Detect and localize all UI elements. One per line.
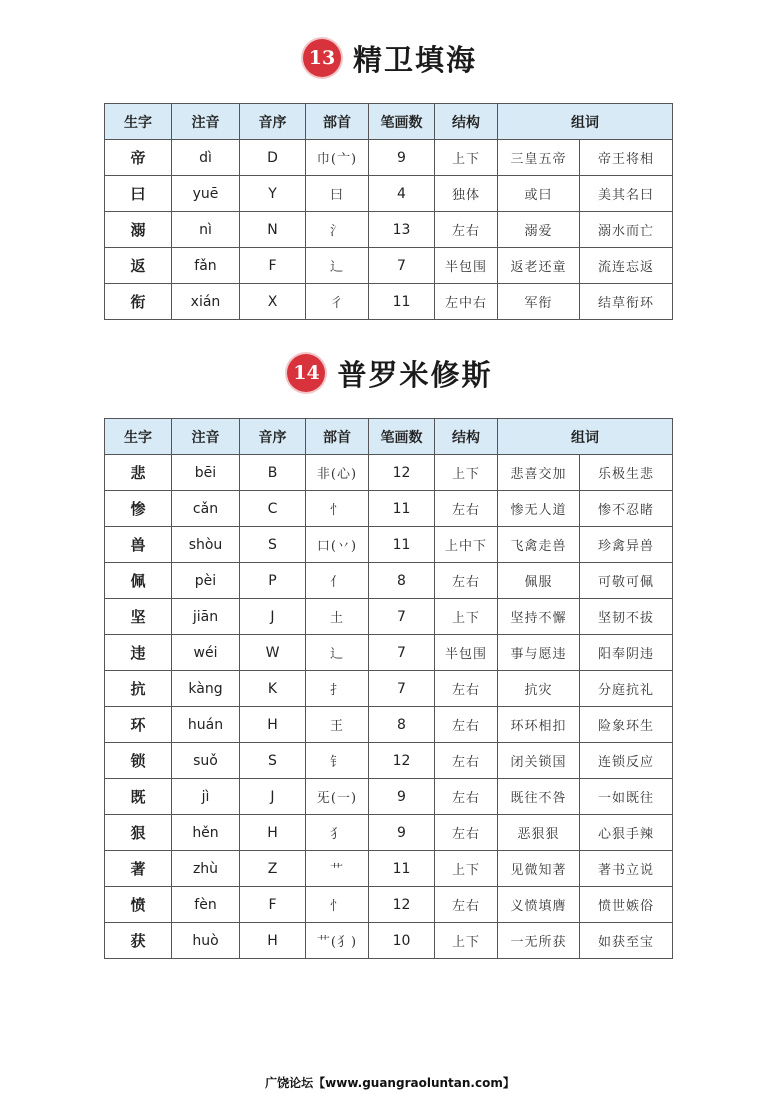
cell-pinyin: dì — [172, 140, 240, 176]
table-row — [105, 851, 673, 887]
cell-structure: 左右 — [435, 779, 498, 815]
cell-radical: 巾(亠) — [306, 140, 369, 176]
header-strokes: 笔画数 — [369, 419, 435, 455]
cell-pinyin: fǎn — [172, 248, 240, 284]
table-header-row — [105, 104, 673, 140]
cell-order: J — [240, 779, 306, 815]
table-row — [105, 212, 673, 248]
cell-order: H — [240, 923, 306, 959]
cell-char: 佩 — [105, 563, 172, 599]
cell-order: S — [240, 743, 306, 779]
cell-structure: 左右 — [435, 212, 498, 248]
table-row — [105, 563, 673, 599]
lesson-13-table — [104, 103, 673, 320]
cell-word-2: 著书立说 — [580, 851, 673, 887]
cell-pinyin: bēi — [172, 455, 240, 491]
cell-word-1: 悲喜交加 — [498, 455, 580, 491]
cell-char: 悲 — [105, 455, 172, 491]
cell-structure: 左右 — [435, 707, 498, 743]
cell-word-2: 坚韧不拔 — [580, 599, 673, 635]
cell-strokes: 9 — [369, 815, 435, 851]
cell-char: 狠 — [105, 815, 172, 851]
cell-word-1: 见微知著 — [498, 851, 580, 887]
cell-word-2: 流连忘返 — [580, 248, 673, 284]
cell-word-1: 抗灾 — [498, 671, 580, 707]
cell-word-2: 乐极生悲 — [580, 455, 673, 491]
table-header-row — [105, 419, 673, 455]
cell-radical: 忄 — [306, 491, 369, 527]
lesson-number-badge: 14 — [287, 354, 325, 392]
cell-strokes: 4 — [369, 176, 435, 212]
cell-radical: 犭 — [306, 815, 369, 851]
cell-pinyin: huò — [172, 923, 240, 959]
table-row — [105, 455, 673, 491]
cell-pinyin: wéi — [172, 635, 240, 671]
cell-word-1: 飞禽走兽 — [498, 527, 580, 563]
cell-char: 返 — [105, 248, 172, 284]
table-row — [105, 491, 673, 527]
cell-pinyin: hěn — [172, 815, 240, 851]
cell-pinyin: nì — [172, 212, 240, 248]
cell-word-1: 三皇五帝 — [498, 140, 580, 176]
cell-radical: 口(丷) — [306, 527, 369, 563]
cell-word-1: 一无所获 — [498, 923, 580, 959]
footer-site: 广饶论坛【www.guangraoluntan.com】 — [265, 1076, 515, 1090]
cell-order: B — [240, 455, 306, 491]
cell-word-1: 佩服 — [498, 563, 580, 599]
cell-order: D — [240, 140, 306, 176]
cell-radical: 彳 — [306, 284, 369, 320]
table-row — [105, 887, 673, 923]
lesson-13-body — [105, 140, 673, 320]
cell-char: 溺 — [105, 212, 172, 248]
cell-order: Y — [240, 176, 306, 212]
cell-pinyin: jì — [172, 779, 240, 815]
cell-word-1: 溺爱 — [498, 212, 580, 248]
cell-word-2: 珍禽异兽 — [580, 527, 673, 563]
cell-strokes: 11 — [369, 491, 435, 527]
table-row — [105, 671, 673, 707]
cell-structure: 左右 — [435, 563, 498, 599]
cell-order: H — [240, 707, 306, 743]
cell-structure: 独体 — [435, 176, 498, 212]
table-row — [105, 599, 673, 635]
cell-strokes: 7 — [369, 635, 435, 671]
cell-strokes: 13 — [369, 212, 435, 248]
cell-pinyin: suǒ — [172, 743, 240, 779]
cell-radical: 曰 — [306, 176, 369, 212]
lesson-14-title — [0, 351, 780, 395]
cell-structure: 上下 — [435, 455, 498, 491]
cell-pinyin: fèn — [172, 887, 240, 923]
cell-strokes: 7 — [369, 599, 435, 635]
cell-char: 违 — [105, 635, 172, 671]
table-row — [105, 707, 673, 743]
cell-word-1: 恶狠狠 — [498, 815, 580, 851]
cell-radical: 王 — [306, 707, 369, 743]
lesson-title-text: 精卫填海 — [352, 42, 477, 77]
cell-structure: 上下 — [435, 599, 498, 635]
cell-strokes: 12 — [369, 887, 435, 923]
cell-pinyin: cǎn — [172, 491, 240, 527]
cell-char: 锁 — [105, 743, 172, 779]
cell-word-2: 美其名曰 — [580, 176, 673, 212]
cell-structure: 上下 — [435, 923, 498, 959]
table-row — [105, 635, 673, 671]
cell-strokes: 12 — [369, 743, 435, 779]
cell-pinyin: xián — [172, 284, 240, 320]
cell-order: X — [240, 284, 306, 320]
cell-char: 既 — [105, 779, 172, 815]
cell-strokes: 10 — [369, 923, 435, 959]
header-strokes: 笔画数 — [369, 104, 435, 140]
cell-char: 获 — [105, 923, 172, 959]
cell-word-1: 或曰 — [498, 176, 580, 212]
cell-structure: 左右 — [435, 491, 498, 527]
header-structure: 结构 — [435, 104, 498, 140]
lesson-number-badge: 13 — [303, 39, 341, 77]
cell-pinyin: shòu — [172, 527, 240, 563]
header-order: 音序 — [240, 104, 306, 140]
lesson-title-text: 普罗米修斯 — [337, 357, 493, 392]
cell-structure: 上下 — [435, 851, 498, 887]
cell-structure: 上中下 — [435, 527, 498, 563]
cell-char: 兽 — [105, 527, 172, 563]
header-char: 生字 — [105, 419, 172, 455]
cell-pinyin: yuē — [172, 176, 240, 212]
cell-structure: 左右 — [435, 815, 498, 851]
cell-order: C — [240, 491, 306, 527]
cell-radical: 辶 — [306, 635, 369, 671]
cell-char: 抗 — [105, 671, 172, 707]
header-order: 音序 — [240, 419, 306, 455]
cell-structure: 左右 — [435, 743, 498, 779]
cell-word-2: 分庭抗礼 — [580, 671, 673, 707]
cell-radical: 钅 — [306, 743, 369, 779]
cell-word-1: 军衔 — [498, 284, 580, 320]
cell-radical: 亻 — [306, 563, 369, 599]
lesson-13-title — [0, 36, 780, 80]
cell-order: F — [240, 248, 306, 284]
cell-word-1: 环环相扣 — [498, 707, 580, 743]
cell-word-2: 结草衔环 — [580, 284, 673, 320]
cell-char: 曰 — [105, 176, 172, 212]
cell-pinyin: jiān — [172, 599, 240, 635]
cell-structure: 上下 — [435, 140, 498, 176]
cell-word-1: 义愤填膺 — [498, 887, 580, 923]
cell-word-2: 一如既往 — [580, 779, 673, 815]
lesson-14-body — [105, 455, 673, 959]
cell-strokes: 7 — [369, 248, 435, 284]
cell-char: 愤 — [105, 887, 172, 923]
cell-word-2: 愤世嫉俗 — [580, 887, 673, 923]
table-row — [105, 815, 673, 851]
cell-word-2: 惨不忍睹 — [580, 491, 673, 527]
cell-radical: 扌 — [306, 671, 369, 707]
cell-word-1: 返老还童 — [498, 248, 580, 284]
cell-word-2: 险象环生 — [580, 707, 673, 743]
cell-order: F — [240, 887, 306, 923]
cell-pinyin: kàng — [172, 671, 240, 707]
cell-structure: 半包围 — [435, 248, 498, 284]
cell-char: 帝 — [105, 140, 172, 176]
cell-structure: 左右 — [435, 887, 498, 923]
cell-radical: 非(心) — [306, 455, 369, 491]
cell-pinyin: huán — [172, 707, 240, 743]
cell-order: K — [240, 671, 306, 707]
cell-radical: 艹(犭) — [306, 923, 369, 959]
cell-radical: 土 — [306, 599, 369, 635]
table-row — [105, 284, 673, 320]
cell-radical: 辶 — [306, 248, 369, 284]
table-row — [105, 779, 673, 815]
cell-structure: 左右 — [435, 671, 498, 707]
header-radical: 部首 — [306, 104, 369, 140]
cell-order: J — [240, 599, 306, 635]
cell-word-1: 闭关锁国 — [498, 743, 580, 779]
cell-order: Z — [240, 851, 306, 887]
table-row — [105, 176, 673, 212]
cell-word-2: 连锁反应 — [580, 743, 673, 779]
cell-radical: 艹 — [306, 851, 369, 887]
cell-order: P — [240, 563, 306, 599]
cell-strokes: 9 — [369, 779, 435, 815]
cell-order: W — [240, 635, 306, 671]
cell-strokes: 11 — [369, 527, 435, 563]
table-row — [105, 140, 673, 176]
cell-strokes: 12 — [369, 455, 435, 491]
cell-char: 惨 — [105, 491, 172, 527]
cell-char: 衔 — [105, 284, 172, 320]
table-row — [105, 743, 673, 779]
cell-word-2: 阳奉阴违 — [580, 635, 673, 671]
cell-strokes: 11 — [369, 851, 435, 887]
cell-strokes: 8 — [369, 707, 435, 743]
cell-pinyin: zhù — [172, 851, 240, 887]
lesson-14-table — [104, 418, 673, 959]
header-char: 生字 — [105, 104, 172, 140]
cell-strokes: 11 — [369, 284, 435, 320]
cell-char: 环 — [105, 707, 172, 743]
cell-strokes: 9 — [369, 140, 435, 176]
cell-order: N — [240, 212, 306, 248]
table-row — [105, 527, 673, 563]
cell-radical: 氵 — [306, 212, 369, 248]
cell-word-2: 帝王将相 — [580, 140, 673, 176]
header-pinyin: 注音 — [172, 104, 240, 140]
cell-word-1: 既往不咎 — [498, 779, 580, 815]
cell-strokes: 8 — [369, 563, 435, 599]
header-radical: 部首 — [306, 419, 369, 455]
table-row — [105, 923, 673, 959]
cell-word-2: 可敬可佩 — [580, 563, 673, 599]
cell-order: H — [240, 815, 306, 851]
cell-word-2: 溺水而亡 — [580, 212, 673, 248]
cell-strokes: 7 — [369, 671, 435, 707]
cell-char: 著 — [105, 851, 172, 887]
cell-char: 坚 — [105, 599, 172, 635]
header-structure: 结构 — [435, 419, 498, 455]
cell-radical: 忄 — [306, 887, 369, 923]
cell-radical: 旡(一) — [306, 779, 369, 815]
cell-word-2: 如获至宝 — [580, 923, 673, 959]
table-row — [105, 248, 673, 284]
cell-order: S — [240, 527, 306, 563]
header-words: 组词 — [498, 104, 673, 140]
cell-word-1: 惨无人道 — [498, 491, 580, 527]
header-pinyin: 注音 — [172, 419, 240, 455]
header-words: 组词 — [498, 419, 673, 455]
cell-structure: 左中右 — [435, 284, 498, 320]
cell-pinyin: pèi — [172, 563, 240, 599]
cell-structure: 半包围 — [435, 635, 498, 671]
cell-word-2: 心狠手辣 — [580, 815, 673, 851]
cell-word-1: 事与愿违 — [498, 635, 580, 671]
cell-word-1: 坚持不懈 — [498, 599, 580, 635]
